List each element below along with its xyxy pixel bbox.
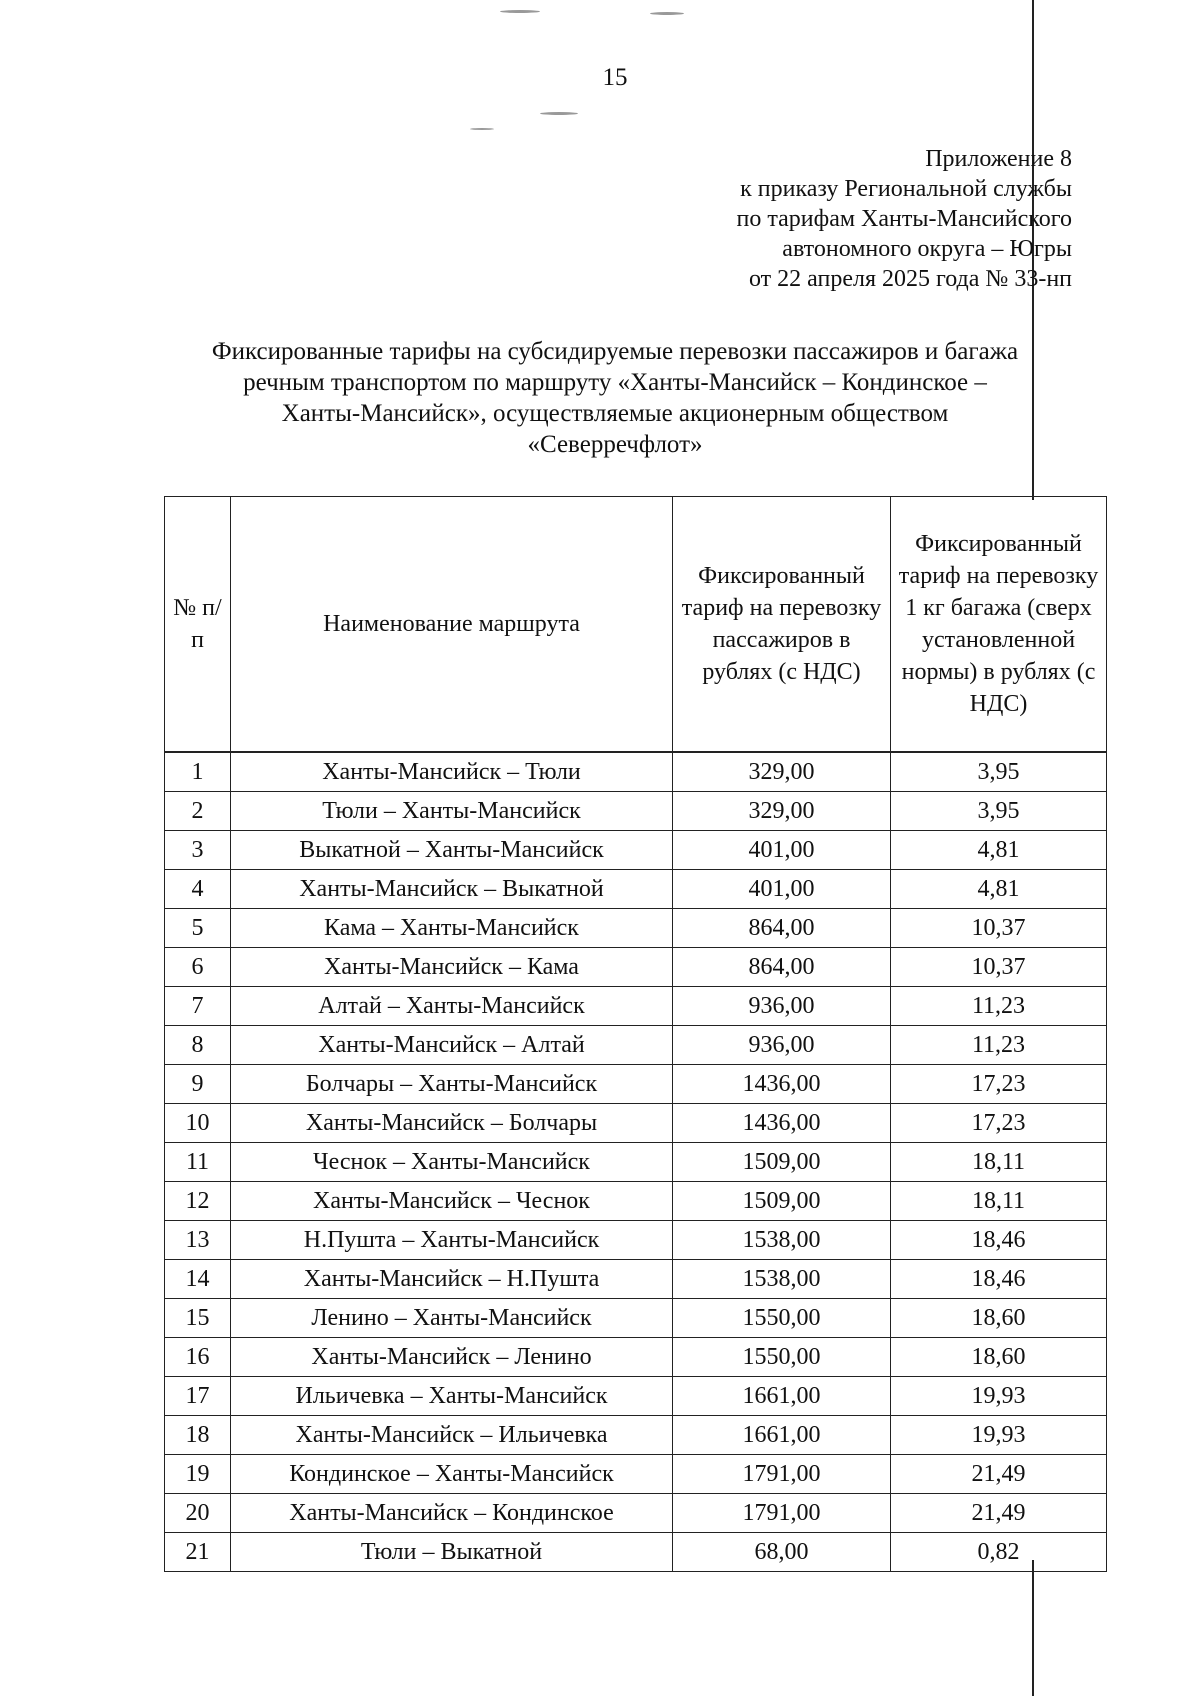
baggage-tariff-cell: 3,95 [891,792,1107,831]
row-number-cell: 14 [165,1260,231,1299]
table-row [165,831,1107,870]
baggage-tariff-cell: 21,49 [891,1455,1107,1494]
table-row [165,1182,1107,1221]
tariff-table [164,496,1107,1572]
scan-speck [650,12,684,15]
passenger-tariff-cell: 329,00 [673,792,891,831]
table-row [165,1416,1107,1455]
row-number-cell: 10 [165,1104,231,1143]
title-line: Ханты-Мансийск», осуществляемые акционерным обществом [281,400,949,427]
route-name-cell: Ханты-Мансийск – Н.Пушта [231,1260,673,1299]
title-line: речным транспортом по маршруту «Ханты-Мансийск – Кондинское – [243,369,987,396]
passenger-tariff-cell: 1550,00 [673,1338,891,1377]
passenger-tariff-cell: 1538,00 [673,1221,891,1260]
table-body [165,752,1107,1572]
row-number-cell: 2 [165,792,231,831]
baggage-tariff-cell: 19,93 [891,1377,1107,1416]
row-number-cell: 11 [165,1143,231,1182]
passenger-tariff-cell: 68,00 [673,1533,891,1572]
table-row [165,987,1107,1026]
row-number-cell: 16 [165,1338,231,1377]
passenger-tariff-cell: 1436,00 [673,1104,891,1143]
row-number-cell: 3 [165,831,231,870]
route-name-cell: Кондинское – Ханты-Мансийск [231,1455,673,1494]
table-row [165,1143,1107,1182]
row-number-cell: 13 [165,1221,231,1260]
route-name-cell: Чеснок – Ханты-Мансийск [231,1143,673,1182]
table-row [165,1260,1107,1299]
baggage-tariff-cell: 10,37 [891,909,1107,948]
route-name-cell: Ильичевка – Ханты-Мансийск [231,1377,673,1416]
row-number-cell: 6 [165,948,231,987]
table-header-row [165,497,1107,753]
baggage-tariff-cell: 21,49 [891,1494,1107,1533]
table-row [165,792,1107,831]
passenger-tariff-cell: 1661,00 [673,1377,891,1416]
baggage-tariff-cell: 11,23 [891,1026,1107,1065]
page-number: 15 [602,64,628,91]
appendix-line: к приказу Региональной службы [740,176,1072,202]
table-row [165,1299,1107,1338]
row-number-cell: 19 [165,1455,231,1494]
row-number-cell: 12 [165,1182,231,1221]
row-number-cell: 5 [165,909,231,948]
passenger-tariff-cell: 1791,00 [673,1494,891,1533]
passenger-tariff-cell: 864,00 [673,948,891,987]
appendix-line: от 22 апреля 2025 года № 33-нп [748,266,1072,292]
baggage-tariff-cell: 4,81 [891,831,1107,870]
route-name-cell: Кама – Ханты-Мансийск [231,909,673,948]
route-name-cell: Ханты-Мансийск – Болчары [231,1104,673,1143]
baggage-tariff-cell: 19,93 [891,1416,1107,1455]
baggage-tariff-cell: 18,11 [891,1143,1107,1182]
header-passenger-tariff: Фиксированный тариф на перевозку пассажиров в рублях (с НДС) [673,497,891,753]
table-row [165,870,1107,909]
title-line: Фиксированные тарифы на субсидируемые перевозки пассажиров и багажа [211,338,1019,365]
table-row [165,1533,1107,1572]
baggage-tariff-cell: 17,23 [891,1104,1107,1143]
route-name-cell: Выкатной – Ханты-Мансийск [231,831,673,870]
table-row [165,1221,1107,1260]
route-name-cell: Ханты-Мансийск – Выкатной [231,870,673,909]
route-name-cell: Ленино – Ханты-Мансийск [231,1299,673,1338]
row-number-cell: 18 [165,1416,231,1455]
table-row [165,1065,1107,1104]
baggage-tariff-cell: 17,23 [891,1065,1107,1104]
header-baggage-tariff: Фиксированный тариф на перевозку 1 кг багажа (сверх установленной нормы) в рублях (с НДС) [891,497,1107,753]
route-name-cell: Ханты-Мансийск – Тюли [231,752,673,792]
baggage-tariff-cell: 10,37 [891,948,1107,987]
scan-speck [470,128,494,130]
row-number-cell: 15 [165,1299,231,1338]
appendix-line: по тарифам Ханты-Мансийского [736,206,1072,232]
passenger-tariff-cell: 1661,00 [673,1416,891,1455]
baggage-tariff-cell: 0,82 [891,1533,1107,1572]
baggage-tariff-cell: 18,46 [891,1221,1107,1260]
row-number-cell: 1 [165,752,231,792]
table-row [165,1026,1107,1065]
route-name-cell: Алтай – Ханты-Мансийск [231,987,673,1026]
route-name-cell: Болчары – Ханты-Мансийск [231,1065,673,1104]
route-name-cell: Ханты-Мансийск – Алтай [231,1026,673,1065]
title-line: «Северречфлот» [527,431,703,458]
passenger-tariff-cell: 1550,00 [673,1299,891,1338]
passenger-tariff-cell: 329,00 [673,752,891,792]
scan-speck [500,10,540,13]
passenger-tariff-cell: 1538,00 [673,1260,891,1299]
row-number-cell: 20 [165,1494,231,1533]
passenger-tariff-cell: 1509,00 [673,1182,891,1221]
table-row [165,1338,1107,1377]
table-row [165,948,1107,987]
passenger-tariff-cell: 936,00 [673,1026,891,1065]
row-number-cell: 7 [165,987,231,1026]
baggage-tariff-cell: 3,95 [891,752,1107,792]
appendix-block [737,144,1072,294]
appendix-line: автономного округа – Югры [782,236,1072,262]
baggage-tariff-cell: 18,11 [891,1182,1107,1221]
passenger-tariff-cell: 1791,00 [673,1455,891,1494]
route-name-cell: Ханты-Мансийск – Чеснок [231,1182,673,1221]
table-row [165,1104,1107,1143]
table-row [165,909,1107,948]
row-number-cell: 9 [165,1065,231,1104]
header-route: Наименование маршрута [231,497,673,753]
passenger-tariff-cell: 864,00 [673,909,891,948]
route-name-cell: Н.Пушта – Ханты-Мансийск [231,1221,673,1260]
table-row [165,752,1107,792]
baggage-tariff-cell: 11,23 [891,987,1107,1026]
table-row [165,1455,1107,1494]
row-number-cell: 21 [165,1533,231,1572]
baggage-tariff-cell: 18,46 [891,1260,1107,1299]
passenger-tariff-cell: 1436,00 [673,1065,891,1104]
scan-margin-line-bottom [1032,1560,1034,1696]
row-number-cell: 8 [165,1026,231,1065]
route-name-cell: Ханты-Мансийск – Кондинское [231,1494,673,1533]
baggage-tariff-cell: 18,60 [891,1338,1107,1377]
route-name-cell: Тюли – Выкатной [231,1533,673,1572]
route-name-cell: Ханты-Мансийск – Кама [231,948,673,987]
scan-speck [540,112,578,115]
appendix-line: Приложение 8 [925,146,1072,172]
passenger-tariff-cell: 936,00 [673,987,891,1026]
passenger-tariff-cell: 401,00 [673,870,891,909]
passenger-tariff-cell: 1509,00 [673,1143,891,1182]
baggage-tariff-cell: 18,60 [891,1299,1107,1338]
route-name-cell: Тюли – Ханты-Мансийск [231,792,673,831]
table-row [165,1494,1107,1533]
row-number-cell: 17 [165,1377,231,1416]
passenger-tariff-cell: 401,00 [673,831,891,870]
document-title [140,336,1090,460]
row-number-cell: 4 [165,870,231,909]
header-num: № п/п [165,497,231,753]
route-name-cell: Ханты-Мансийск – Ленино [231,1338,673,1377]
route-name-cell: Ханты-Мансийск – Ильичевка [231,1416,673,1455]
baggage-tariff-cell: 4,81 [891,870,1107,909]
table-row [165,1377,1107,1416]
